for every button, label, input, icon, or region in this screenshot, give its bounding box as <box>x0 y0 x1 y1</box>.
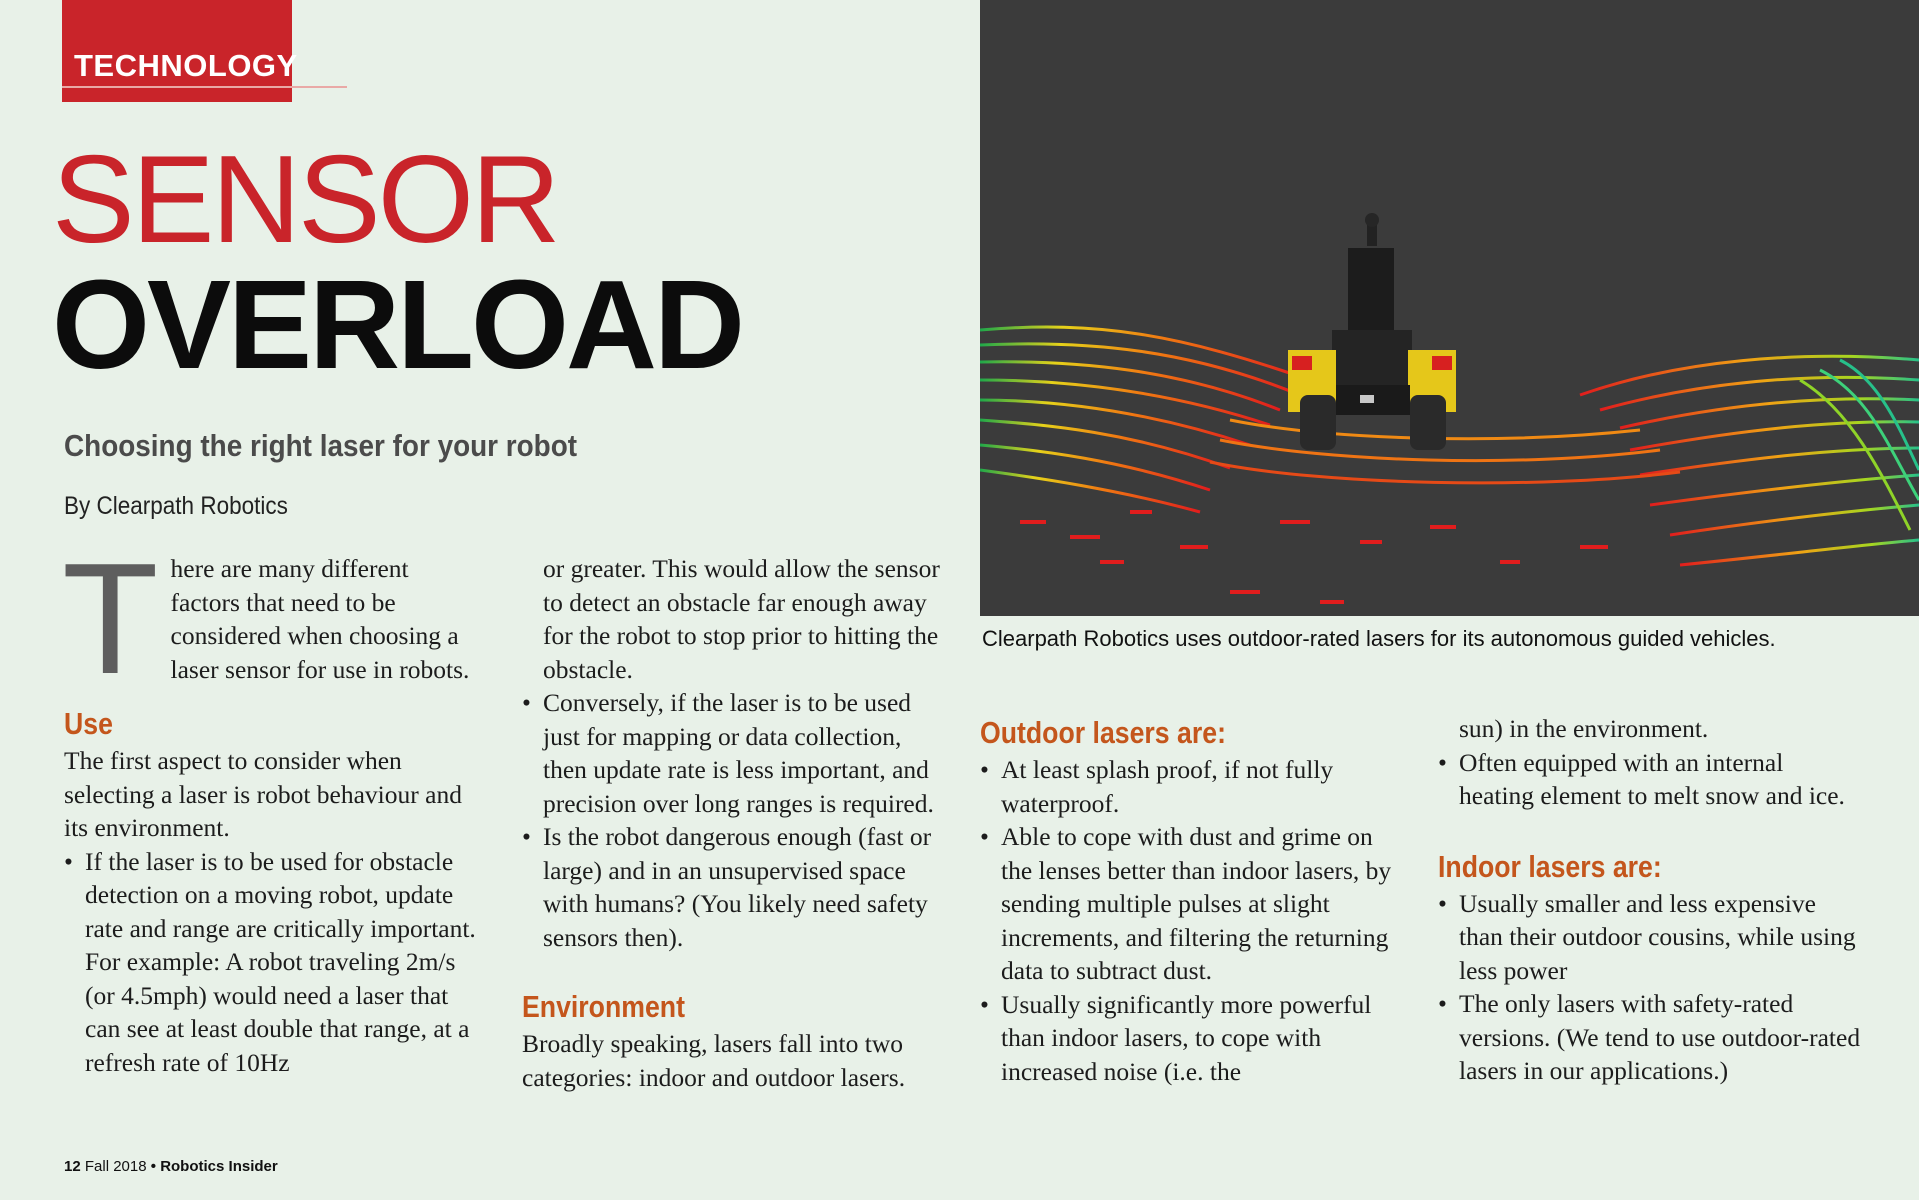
use-bullet-2: • Conversely, if the laser is to be used just for mapping or data collection, then update rate is less important, and precision over long ranges is required. <box>522 686 950 820</box>
intro-paragraph <box>62 531 484 707</box>
subtitle: Choosing the right laser for your robot <box>64 428 578 463</box>
photo-caption: Clearpath Robotics uses outdoor-rated lasers for its autonomous guided vehicles. <box>982 626 1776 651</box>
article-column-4-content <box>1438 712 1863 1088</box>
title-line-1: SENSOR <box>52 131 558 269</box>
issue-date: Fall 2018 <box>84 1158 147 1175</box>
use-bullet-3: • Is the robot dangerous enough (fast or large) and in an unsupervised space with humans? (You likely need safety sensors then). <box>522 820 950 954</box>
article-column-1 <box>62 531 484 1079</box>
heading-outdoor: Outdoor lasers are: <box>980 715 1226 750</box>
lidar-scan-illustration <box>980 0 1919 616</box>
outdoor-bullet-4: • Often equipped with an internal heating element to melt snow and ice. <box>1438 746 1863 813</box>
byline: By Clearpath Robotics <box>64 492 288 520</box>
heading-indoor: Indoor lasers are: <box>1438 848 1662 884</box>
environment-paragraph: Broadly speaking, lasers fall into two categories: indoor and outdoor lasers. <box>522 1029 906 1092</box>
article-column-3 <box>980 713 1400 1088</box>
page-footer <box>64 1158 278 1175</box>
use-bullet-1-text: If the laser is to be used for obstacle detection on a moving robot, update rate and range are critically important. For example: A robot traveling 2m/s (or 4.5mph) would need a laser that can see at least double that range, at a refresh rate of 10Hz <box>85 846 476 1077</box>
heading-use: Use <box>64 706 113 741</box>
use-bullet-list <box>64 845 484 1080</box>
robot-lidar-image <box>980 0 1919 616</box>
indoor-bullet-2: • The only lasers with safety-rated versions. (We tend to use outdoor-rated lasers in our applications.) <box>1438 987 1863 1088</box>
drop-cap: T <box>62 531 159 707</box>
use-bullet-list-continued <box>522 686 950 954</box>
footer-separator: • <box>150 1158 157 1175</box>
heading-environment: Environment <box>522 989 685 1024</box>
title-line-2: OVERLOAD <box>52 254 743 395</box>
use-bullet-1 <box>64 845 484 1080</box>
outdoor-bullet-list <box>980 753 1400 1088</box>
section-tag: TECHNOLOGY <box>74 48 298 83</box>
intro-text: here are many different factors that need to be considered when choosing a laser sensor for use in robots. <box>170 554 470 684</box>
article-column-2 <box>522 552 950 1094</box>
page-number: 12 <box>64 1158 81 1175</box>
publication-name: Robotics Insider <box>160 1158 278 1175</box>
outdoor-bullet-list-continued <box>1438 746 1863 813</box>
use-bullet-1-continuation: or greater. This would allow the sensor to detect an obstacle far enough away for the robot to stop prior to hitting the obstacle. <box>543 554 940 684</box>
indoor-bullet-list <box>1438 887 1863 1088</box>
outdoor-bullet-3-continuation: sun) in the environment. <box>1459 714 1709 743</box>
outdoor-bullet-3: • Usually significantly more powerful than indoor lasers, to cope with increased noise (i.e. the <box>980 988 1400 1089</box>
use-paragraph: The first aspect to consider when selecting a laser is robot behaviour and its environment. <box>64 746 462 842</box>
outdoor-bullet-2: • Able to cope with dust and grime on the lenses better than indoor lasers, by sending multiple pulses at slight increments, and filtering the returning data to subtract dust. <box>980 820 1400 988</box>
indoor-bullet-1: • Usually smaller and less expensive than their outdoor cousins, while using less power <box>1438 887 1863 988</box>
section-tag-rule <box>62 86 347 88</box>
outdoor-bullet-1: • At least splash proof, if not fully waterproof. <box>980 753 1400 820</box>
